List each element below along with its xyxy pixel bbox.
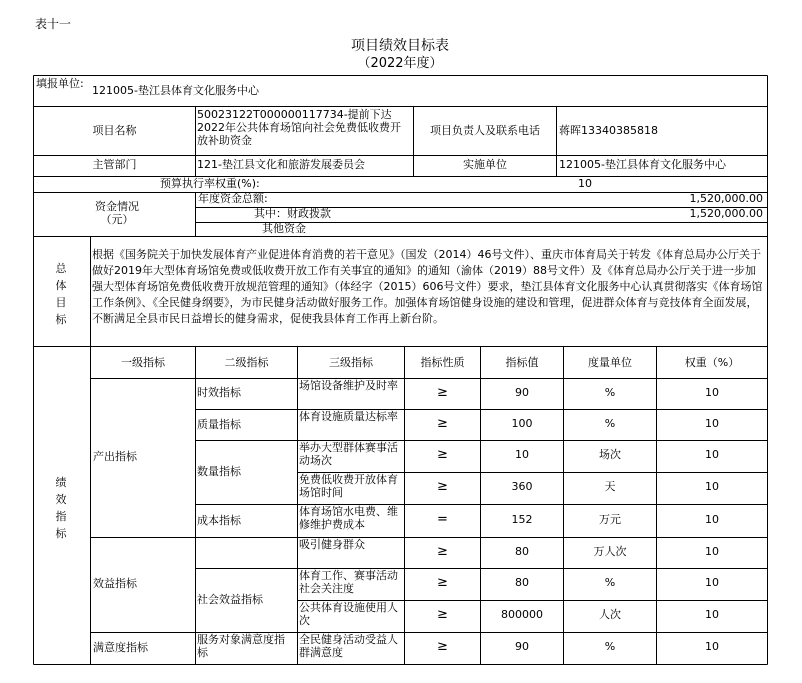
filler-label: 填报单位: [36, 77, 84, 90]
total-label: 年度资金总额: [198, 192, 268, 205]
row-unit: 天 [604, 480, 616, 493]
header-nature: 指标性质 [420, 356, 465, 369]
project-name-value: 50023122T000000117734-提前下达2022年公共体育场馆向社会免费低收费开放补助资金 [197, 108, 401, 148]
row-value: 80 [515, 576, 529, 589]
row-unit: 场次 [599, 448, 621, 461]
row-unit: % [604, 417, 616, 430]
row-weight: 10 [705, 480, 719, 493]
row-level3: 体育场馆水电费、维修维护费成本 [299, 505, 398, 532]
page-title: 项目绩效目标表 [351, 38, 449, 54]
table-number: 表十一 [35, 17, 72, 31]
header-level1: 一级指标 [121, 356, 165, 369]
row-value: 152 [511, 513, 533, 526]
fiscal-value: 1,520,000.00 [689, 207, 763, 220]
funds-label: 资金情况（元） [95, 200, 139, 227]
row-nature: ≥ [437, 447, 448, 462]
level1-output: 产出指标 [93, 450, 137, 463]
weight-label: 预算执行率权重(%): [160, 177, 260, 190]
row-level3: 公共体育设施使用人次 [299, 601, 398, 628]
row-weight: 10 [705, 417, 719, 430]
row-nature: ≥ [437, 639, 448, 654]
total-value: 1,520,000.00 [689, 192, 763, 205]
row-level3: 场馆设备维护及时率 [299, 379, 398, 392]
dept-value: 121-垫江县文化和旅游发展委员会 [197, 158, 365, 171]
row-level3: 免费低收费开放体育场馆时间 [299, 473, 398, 500]
row-nature: ≥ [437, 544, 448, 559]
row-unit: % [604, 386, 616, 399]
page-subtitle-year: （2022年度） [357, 56, 443, 71]
impl-label: 实施单位 [463, 158, 507, 171]
leader-value: 蒋晖13340385818 [559, 124, 658, 137]
row-nature: ≥ [437, 385, 448, 400]
level2-cost: 成本指标 [197, 514, 241, 527]
row-unit: % [604, 640, 616, 653]
row-level3: 体育设施质量达标率 [299, 410, 398, 423]
row-value: 360 [511, 480, 533, 493]
goal-label: 总体目标 [55, 262, 67, 327]
level2-service: 服务对象满意度指标 [197, 633, 285, 660]
row-weight: 10 [705, 448, 719, 461]
header-unit: 度量单位 [588, 356, 632, 369]
impl-value: 121005-垫江县体育文化服务中心 [559, 158, 726, 171]
perf-label: 绩效指标 [55, 476, 67, 541]
level2-social: 社会效益指标 [197, 593, 263, 606]
row-level3: 举办大型群体赛事活动场次 [299, 441, 398, 468]
filler-value: 121005-垫江县体育文化服务中心 [92, 84, 259, 97]
dept-label: 主管部门 [92, 158, 137, 171]
row-weight: 10 [705, 513, 719, 526]
row-value: 100 [511, 417, 533, 430]
level1-benefit: 效益指标 [93, 577, 137, 590]
row-value: 800000 [501, 608, 543, 621]
row-level3: 全民健身活动受益人群满意度 [299, 633, 398, 660]
row-nature: = [437, 512, 448, 527]
row-weight: 10 [705, 640, 719, 653]
other-label: 其他资金 [262, 222, 306, 235]
row-value: 80 [515, 545, 529, 558]
level1-satisfaction: 满意度指标 [93, 641, 148, 654]
row-value: 10 [515, 448, 529, 461]
row-unit: 万元 [599, 513, 621, 526]
row-unit: 人次 [599, 608, 621, 621]
fiscal-label: 其中：财政拨款 [254, 207, 331, 220]
header-value: 指标值 [505, 356, 539, 369]
row-level3: 吸引健身群众 [299, 538, 365, 551]
level2-timeliness: 时效指标 [197, 386, 241, 399]
row-nature: ≥ [437, 479, 448, 494]
weight-value: 10 [578, 177, 592, 190]
row-value: 90 [515, 640, 529, 653]
row-unit: 万人次 [593, 545, 627, 558]
row-value: 90 [515, 386, 529, 399]
row-weight: 10 [705, 545, 719, 558]
row-nature: ≥ [437, 575, 448, 590]
level2-quality: 质量指标 [197, 418, 241, 431]
project-name-label: 项目名称 [92, 124, 137, 137]
row-level3: 体育工作、赛事活动社会关注度 [299, 569, 398, 596]
row-nature: ≥ [437, 607, 448, 622]
header-level2: 二级指标 [224, 356, 269, 369]
leader-label: 项目负责人及联系电话 [430, 124, 540, 137]
row-nature: ≥ [437, 416, 448, 431]
row-unit: % [604, 576, 616, 589]
goal-text: 根据《国务院关于加快发展体育产业促进体育消费的若干意见》（国发（2014）46号文件）、重庆市体育局关于转发《体育总局办公厅关于做好2019年大型体育场馆免费或低收费开放工作有关事宜的通知》的通知（渝体（2019）88号文件）及《体育总局办公厅关于进一步加强大型体育场馆免费低收费开放规范管理的通知》（体经字（2015）606号文件）要求，垫江县体育文化服务中心认真贯彻落实《体育场馆工作条例》、《全民健身纲要》，为市民健身活动做好服务工作。加强体育场馆健身设施的建设和管理，促进群众体育与竞技体育全面发展，不断满足全县市民日益增长的健身需求，促使我县体育工作再上新台阶。 [92, 248, 763, 325]
row-weight: 10 [705, 386, 719, 399]
header-weight: 权重（%） [684, 356, 740, 369]
row-weight: 10 [705, 608, 719, 621]
row-weight: 10 [705, 576, 719, 589]
level2-quantity: 数量指标 [197, 465, 241, 478]
header-level3: 三级指标 [329, 356, 373, 369]
